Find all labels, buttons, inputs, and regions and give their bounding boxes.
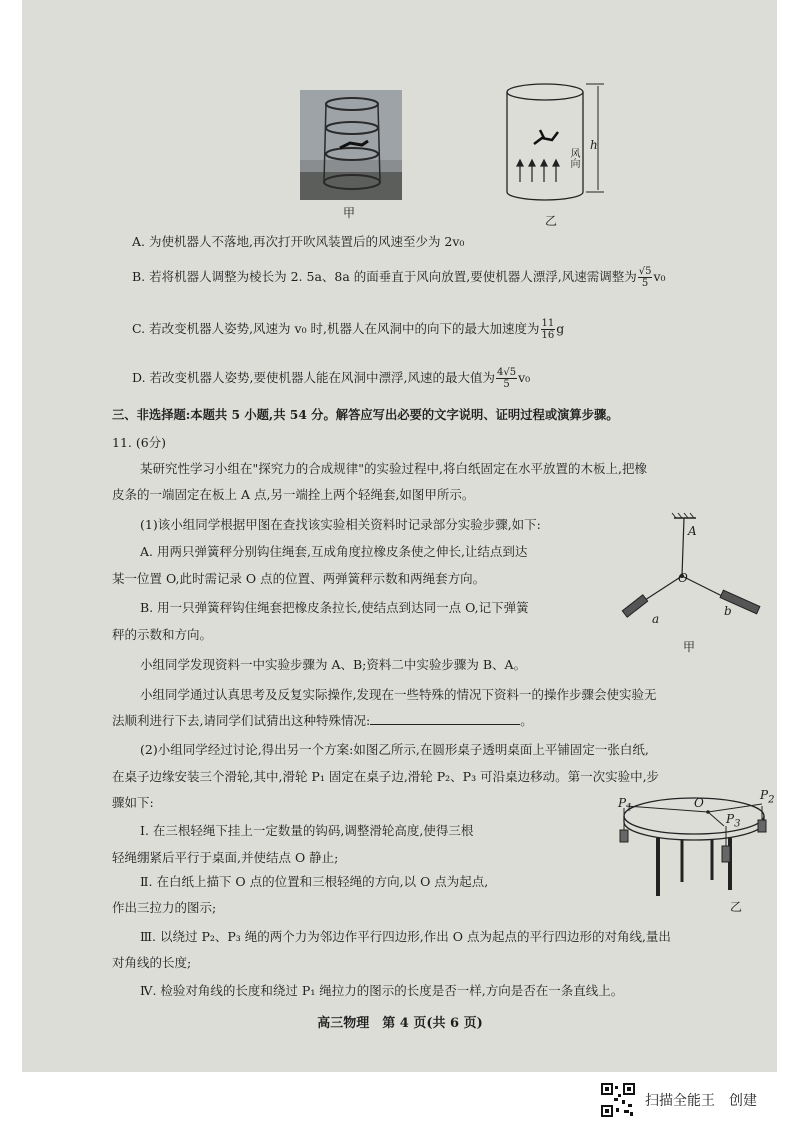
fig-yi-p2: $P_2$ (760, 788, 775, 806)
option-c-fraction (541, 318, 556, 341)
page-footer: 高三物理 第 4 页(共 6 页) (317, 1016, 483, 1031)
guess-end: 。 (520, 713, 533, 728)
option-c-text: C. 若改变机器人姿势,风速为 v₀ 时,机器人在风洞中的向下的最大加速度为 (132, 321, 540, 336)
scanner-watermark: 扫描全能王 创建 (645, 1093, 757, 1109)
step-2-line-1: Ⅱ. 在白纸上描下 O 点的位置和三根轻绳的方向,以 O 点为起点, (140, 874, 489, 889)
option-b-unit: v₀ (653, 269, 666, 284)
guess-line-1: 小组同学通过认真思考及反复实际操作,发现在一些特殊的情况下资料一的操作步骤会使实验无 (140, 687, 657, 702)
fig-yi-p3-letter: P (726, 812, 735, 826)
fig-yi-p1-letter: P (618, 796, 627, 810)
step-1-line-1: Ⅰ. 在三根轻绳下挂上一定数量的钩码,调整滑轮高度,使得三根 (140, 823, 474, 838)
intro-line-2: 皮条的一端固定在板上 A 点,另一端拴上两个轻绳套,如图甲所示。 (112, 487, 475, 502)
option-c-unit: g (556, 321, 565, 336)
answer-blank[interactable] (370, 712, 520, 725)
tunnel-h-label: h (590, 138, 598, 152)
step-b-line-2: 秤的示数和方向。 (112, 627, 213, 642)
photo-caption: 甲 (343, 206, 356, 220)
fig-jia-rope-a: a (652, 612, 660, 626)
question-11-heading: 11. (6分) (112, 435, 167, 450)
part2-line-3: 骤如下: (112, 795, 154, 810)
option-c-numerator: 11 (541, 318, 555, 329)
option-b-denominator: 5 (641, 278, 649, 289)
option-a: A. 为使机器人不落地,再次打开吹风装置后的风速至少为 2v₀ (132, 234, 465, 249)
fig-yi-p2-letter: P (760, 788, 769, 802)
qr-code-icon (600, 1082, 636, 1118)
tunnel-caption: 乙 (545, 214, 558, 228)
fig-jia-rope-b: b (724, 604, 732, 618)
step-3-line-2: 对角线的长度; (112, 955, 192, 970)
guess-text: 法顺利进行下去,请同学们试猜出这种特殊情况: (112, 713, 371, 728)
step-a-line-2: 某一位置 O,此时需记录 O 点的位置、两弹簧秤示数和两绳套方向。 (112, 571, 486, 586)
part1-line: (1)该小组同学根据甲图在查找该实验相关资料时记录部分实验步骤,如下: (140, 517, 541, 532)
option-c (132, 318, 564, 341)
option-c-denominator: 16 (541, 330, 555, 341)
order-line: 小组同学发现资料一中实验步骤为 A、B;资料二中实验步骤为 B、A。 (140, 657, 527, 672)
tunnel-wind-label: 风向 (568, 148, 579, 168)
part2-line-2: 在桌子边缘安装三个滑轮,其中,滑轮 P₁ 固定在桌子边,滑轮 P₂、P₃ 可沿桌边移动。第一次实验中,步 (112, 769, 660, 784)
option-d (132, 367, 530, 390)
step-4-line: Ⅳ. 检验对角线的长度和绕过 P₁ 绳拉力的图示的长度是否一样,方向是否在一条直线上。 (140, 983, 624, 998)
fig-yi-caption: 乙 (730, 900, 743, 914)
step-a-line-1: A. 用两只弹簧秤分别钩住绳套,互成角度拉橡皮条使之伸长,让结点到达 (140, 544, 528, 559)
option-d-numerator: 4√5 (496, 367, 517, 378)
option-b (132, 266, 666, 289)
option-b-fraction (638, 266, 653, 289)
intro-line-1: 某研究性学习小组在"探究力的合成规律"的实验过程中,将白纸固定在水平放置的木板上,把橡 (140, 461, 647, 476)
option-d-text: D. 若改变机器人姿势,要使机器人能在风洞中漂浮,风速的最大值为 (132, 370, 495, 385)
step-3-line-1: Ⅲ. 以绕过 P₂、P₃ 绳的两个力为邻边作平行四边形,作出 O 点为起点的平行四边形的对角线,量出 (140, 929, 671, 944)
fig-jia-point-a: A (688, 524, 697, 538)
option-d-unit: v₀ (518, 370, 531, 385)
fig-jia-caption: 甲 (683, 640, 696, 654)
step-1-line-2: 轻绳绷紧后平行于桌面,并使结点 O 静止; (112, 850, 339, 865)
step-b-line-1: B. 用一只弹簧秤钩住绳套把橡皮条拉长,使结点到达同一点 O,记下弹簧 (140, 600, 529, 615)
option-b-numerator: √5 (638, 266, 652, 277)
fig-yi-o: O (694, 796, 704, 810)
step-2-line-2: 作出三拉力的图示; (112, 900, 217, 915)
fig-yi-p1: $P_1$ (618, 796, 633, 814)
option-d-denominator: 5 (503, 379, 510, 390)
fig-yi-p3: $P_3$ (726, 812, 741, 830)
part2-line-1: (2)小组同学经过讨论,得出另一个方案:如图乙所示,在圆形桌子透明桌面上平铺固定一张白纸, (140, 742, 649, 757)
guess-line-2 (112, 712, 533, 730)
section-heading: 三、非选择题:本题共 5 小题,共 54 分。解答应写出必要的文字说明、证明过程或演算步骤。 (112, 407, 619, 422)
option-d-fraction (496, 367, 517, 390)
option-b-text: B. 若将机器人调整为棱长为 2. 5a、8a 的面垂直于风向放置,要使机器人漂浮,风速需调整为 (132, 269, 637, 284)
wind-tunnel-photo (300, 90, 402, 200)
fig-jia-point-o: O (678, 571, 688, 585)
